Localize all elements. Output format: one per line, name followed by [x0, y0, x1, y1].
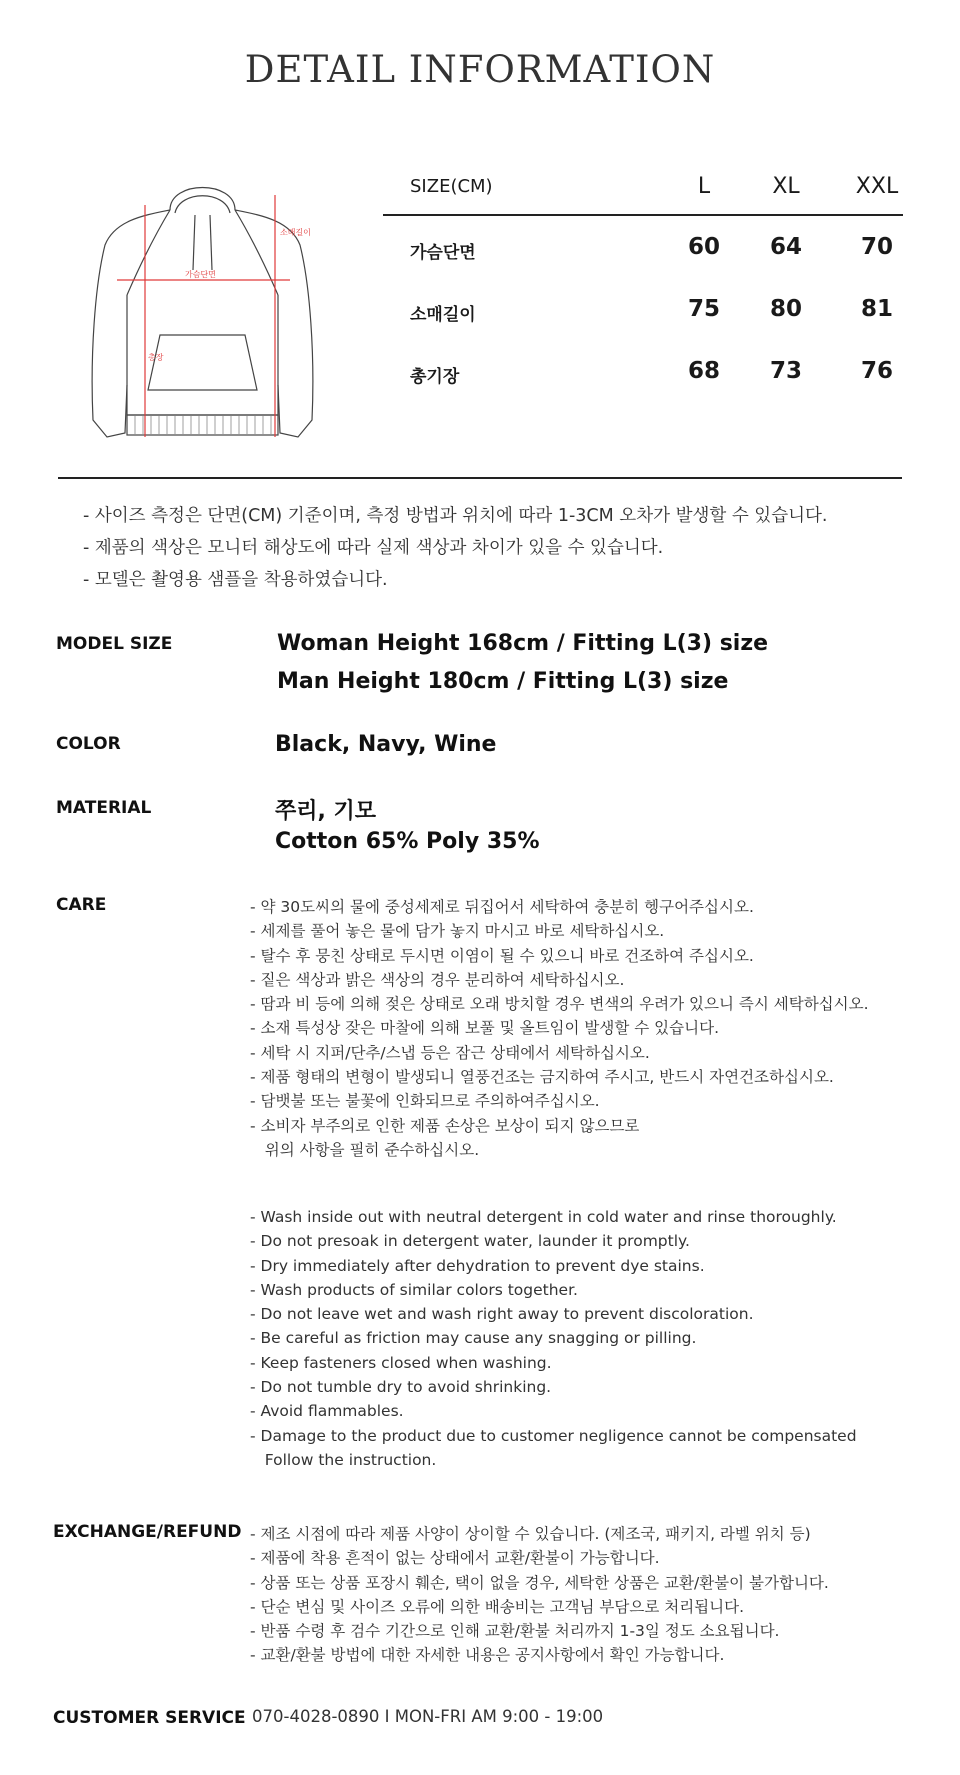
material-line: Cotton 65% Poly 35%	[275, 829, 540, 854]
care-list-korean	[250, 895, 869, 1162]
list-item: - Keep fasteners closed when washing.	[250, 1353, 552, 1372]
exchange-label: EXCHANGE/REFUND	[53, 1522, 242, 1542]
list-item: - 세탁 시 지퍼/단추/스냅 등은 잠근 상태에서 세탁하십시오.	[250, 1043, 650, 1062]
list-item: - 제조 시점에 따라 제품 사양이 상이할 수 있습니다. (제조국, 패키지, 라벨 위치 등)	[250, 1525, 811, 1543]
list-item: - Do not leave wet and wash right away to prevent discoloration.	[250, 1305, 754, 1324]
list-item: - 제품 형태의 변형이 발생되니 열풍건조는 금지하여 주시고, 반드시 자연건조하십시오.	[250, 1068, 834, 1087]
list-item: - 소재 특성상 잦은 마찰에 의해 보풀 및 올트임이 발생할 수 있습니다.	[250, 1019, 719, 1038]
page-title: DETAIL INFORMATION	[244, 48, 716, 91]
note-line: - 모델은 촬영용 샘플을 착용하였습니다.	[83, 570, 388, 590]
row-label: 소매길이	[410, 305, 476, 325]
table-cell: 80	[769, 296, 802, 322]
model-size-label: MODEL SIZE	[56, 634, 173, 654]
note-line: - 사이즈 측정은 단면(CM) 기준이며, 측정 방법과 위치에 따라 1-3CM 오차가 발생할 수 있습니다.	[83, 506, 828, 526]
note-line: - 제품의 색상은 모니터 해상도에 따라 실제 색상과 차이가 있을 수 있습니다.	[83, 538, 664, 558]
hoodie-diagram	[85, 175, 320, 455]
table-row	[383, 278, 903, 340]
size-table-header	[383, 164, 903, 216]
list-item: - 제품에 착용 흔적이 없는 상태에서 교환/환불이 가능합니다.	[250, 1549, 660, 1568]
table-cell: 73	[769, 358, 802, 384]
list-item: - 땀과 비 등에 의해 젖은 상태로 오래 방치할 경우 변색의 우려가 있으니 즉시 세탁하십시오.	[250, 995, 869, 1014]
color-value: Black, Navy, Wine	[275, 732, 497, 757]
list-item: - 상품 또는 상품 포장시 훼손, 택이 없을 경우, 세탁한 상품은 교환/환불이 불가합니다.	[250, 1573, 829, 1592]
list-item: - Do not presoak in detergent water, launder it promptly.	[250, 1232, 690, 1251]
model-size-line: Man Height 180cm / Fitting L(3) size	[277, 669, 729, 694]
size-header-label: SIZE(CM)	[410, 176, 493, 197]
table-cell: 75	[687, 296, 720, 322]
row-label: 가슴단면	[410, 243, 476, 263]
list-item: - Wash inside out with neutral detergent in cold water and rinse thoroughly.	[250, 1208, 837, 1226]
care-label: CARE	[56, 895, 107, 915]
table-row	[383, 216, 903, 278]
model-size-value	[277, 625, 768, 701]
diagram-label-sleeve: 소매길이	[280, 228, 311, 237]
table-cell: 81	[860, 296, 893, 322]
size-col-xl: XL	[772, 174, 800, 199]
list-item: - 탈수 후 뭉친 상태로 두시면 이염이 될 수 있으니 바로 건조하여 주십시오.	[250, 946, 754, 965]
list-item: - Be careful as friction may cause any snagging or pilling.	[250, 1329, 697, 1348]
list-item: - 세제를 풀어 놓은 물에 담가 놓지 마시고 바로 세탁하십시오.	[250, 922, 665, 941]
list-item: - 반품 수령 후 검수 기간으로 인해 교환/환불 처리까지 1-3일 정도 소요됩니다.	[250, 1622, 780, 1641]
color-label: COLOR	[56, 734, 121, 754]
list-item: - Dry immediately after dehydration to prevent dye stains.	[250, 1256, 705, 1275]
table-cell: 68	[687, 358, 720, 384]
size-table	[383, 164, 903, 402]
table-cell: 64	[769, 234, 802, 260]
list-item: - Avoid flammables.	[250, 1402, 404, 1421]
list-item: - 짙은 색상과 밝은 색상의 경우 분리하여 세탁하십시오.	[250, 970, 625, 989]
material-value	[275, 797, 539, 857]
table-cell: 70	[860, 234, 893, 260]
exchange-list	[250, 1522, 829, 1668]
material-label: MATERIAL	[56, 798, 152, 818]
size-col-xxl: XXL	[855, 174, 899, 199]
care-list-english	[250, 1205, 857, 1472]
size-col-l: L	[697, 174, 711, 199]
table-cell: 76	[860, 358, 893, 384]
size-notes	[83, 500, 828, 596]
list-item: - 단순 변심 및 사이즈 오류에 의한 배송비는 고객님 부담으로 처리됩니다.	[250, 1597, 745, 1616]
diagram-label-length: 총장	[148, 353, 164, 362]
diagram-label-chest: 가슴단면	[185, 270, 216, 279]
material-line: 쭈리, 기모	[275, 799, 377, 824]
list-item: - 소비자 부주의로 인한 제품 손상은 보상이 되지 않으므로	[250, 1116, 640, 1135]
list-item: - Do not tumble dry to avoid shrinking.	[250, 1378, 552, 1397]
model-size-line: Woman Height 168cm / Fitting L(3) size	[277, 631, 769, 656]
list-item: - 교환/환불 방법에 대한 자세한 내용은 공지사항에서 확인 가능합니다.	[250, 1646, 725, 1665]
row-label: 총기장	[410, 367, 460, 387]
list-item: - Wash products of similar colors together.	[250, 1280, 578, 1299]
list-item: - 약 30도씨의 물에 중성세제로 뒤집어서 세탁하여 충분히 헹구어주십시오.	[250, 898, 754, 916]
list-item: - 담뱃불 또는 불꽃에 인화되므로 주의하여주십시오.	[250, 1092, 600, 1111]
table-cell: 60	[687, 234, 720, 260]
list-item: - Damage to the product due to customer negligence cannot be compensated	[250, 1426, 857, 1445]
section-divider	[58, 477, 902, 479]
list-item: Follow the instruction.	[250, 1450, 437, 1469]
table-row	[383, 340, 903, 402]
customer-service-value: 070-4028-0890 I MON-FRI AM 9:00 - 19:00	[252, 1707, 604, 1726]
customer-service-label: CUSTOMER SERVICE	[53, 1708, 246, 1728]
list-item: 위의 사항을 필히 준수하십시오.	[250, 1140, 480, 1159]
